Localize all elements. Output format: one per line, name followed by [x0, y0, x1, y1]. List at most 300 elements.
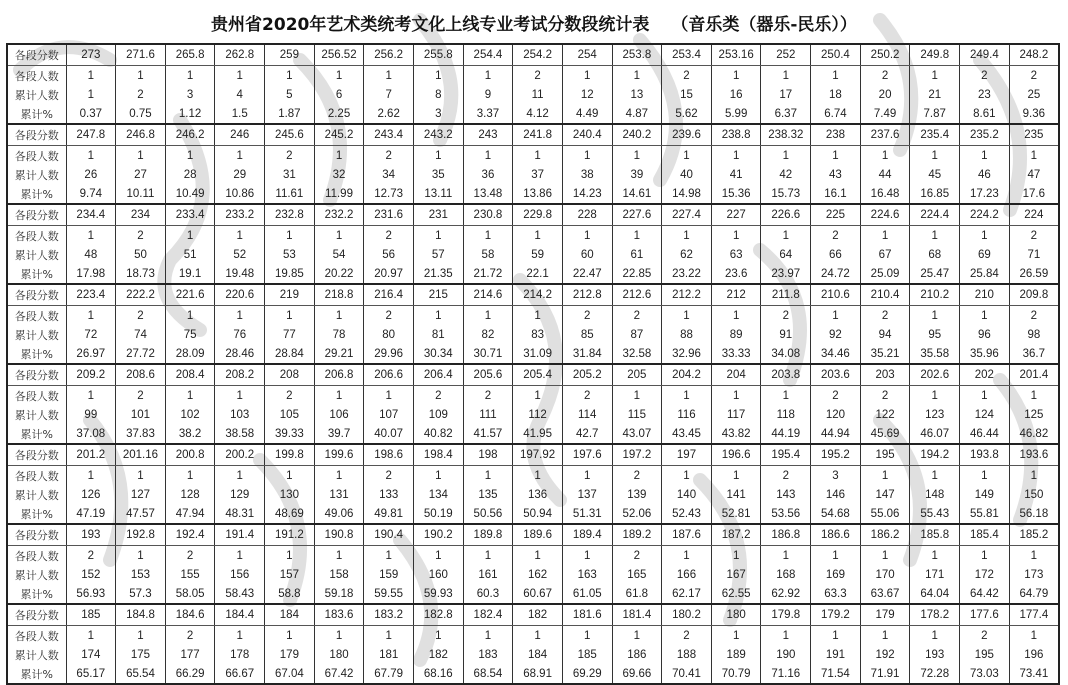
table-cell: 1 — [761, 226, 811, 246]
table-cell: 1 — [265, 66, 315, 86]
table-cell: 181 — [364, 645, 414, 664]
page-title — [0, 10, 1068, 35]
table-cell: 246.2 — [165, 124, 215, 146]
table-cell: 1 — [165, 386, 215, 406]
row-label: 累计% — [7, 424, 66, 444]
table-cell: 2 — [1009, 66, 1059, 86]
table-cell: 46 — [960, 165, 1010, 184]
table-cell: 187.2 — [711, 524, 761, 546]
percent-row — [7, 184, 1059, 204]
row-label: 累计人数 — [7, 245, 66, 264]
table-cell: 40.82 — [413, 424, 463, 444]
table-cell: 1 — [165, 306, 215, 326]
table-cell: 39 — [612, 165, 662, 184]
table-cell: 77 — [265, 325, 315, 344]
table-cell: 58.8 — [265, 584, 315, 604]
table-cell: 1 — [562, 146, 612, 166]
table-cell: 4 — [215, 85, 265, 104]
table-cell: 9 — [463, 85, 513, 104]
table-cell: 1 — [265, 226, 315, 246]
table-cell: 190.2 — [413, 524, 463, 546]
table-cell: 34.46 — [811, 344, 861, 364]
table-cell: 122 — [860, 405, 910, 424]
table-cell: 137 — [562, 485, 612, 504]
table-cell: 227 — [711, 204, 761, 226]
percent-row — [7, 504, 1059, 524]
table-cell: 1 — [811, 626, 861, 646]
table-cell: 2 — [562, 306, 612, 326]
table-cell: 2 — [761, 466, 811, 486]
table-cell: 12 — [562, 85, 612, 104]
table-cell: 29.96 — [364, 344, 414, 364]
table-cell: 28.09 — [165, 344, 215, 364]
table-cell: 219 — [265, 284, 315, 306]
table-cell: 68.54 — [463, 664, 513, 684]
table-cell: 130 — [265, 485, 315, 504]
table-cell: 51.31 — [562, 504, 612, 524]
table-cell: 1 — [513, 306, 563, 326]
table-cell: 1 — [612, 626, 662, 646]
table-cell: 171 — [910, 565, 960, 584]
table-cell: 1 — [513, 226, 563, 246]
table-cell: 212 — [711, 284, 761, 306]
table-cell: 231 — [413, 204, 463, 226]
score-row — [7, 44, 1059, 66]
table-cell: 3 — [165, 85, 215, 104]
table-cell: 52.06 — [612, 504, 662, 524]
title-category: （音乐类（器乐-民乐）） — [671, 15, 857, 35]
table-cell: 1 — [215, 386, 265, 406]
table-cell: 20 — [860, 85, 910, 104]
table-cell: 198 — [463, 444, 513, 466]
table-cell: 153 — [116, 565, 166, 584]
table-cell: 1 — [761, 146, 811, 166]
table-cell: 44 — [860, 165, 910, 184]
table-cell: 2 — [364, 466, 414, 486]
table-cell: 1 — [860, 466, 910, 486]
row-label: 各段人数 — [7, 546, 66, 566]
table-cell: 14.98 — [662, 184, 712, 204]
table-cell: 1 — [314, 466, 364, 486]
table-cell: 59.55 — [364, 584, 414, 604]
table-cell: 1 — [265, 626, 315, 646]
table-cell: 25.47 — [910, 264, 960, 284]
table-cell: 50.56 — [463, 504, 513, 524]
table-cell: 227.6 — [612, 204, 662, 226]
table-cell: 22.1 — [513, 264, 563, 284]
table-cell: 186.6 — [811, 524, 861, 546]
table-cell: 1 — [66, 85, 116, 104]
table-cell: 1 — [463, 306, 513, 326]
table-cell: 1 — [116, 546, 166, 566]
table-cell: 1 — [463, 626, 513, 646]
table-cell: 20.22 — [314, 264, 364, 284]
row-label: 累计% — [7, 104, 66, 124]
table-cell: 31.09 — [513, 344, 563, 364]
table-cell: 1 — [860, 226, 910, 246]
table-cell: 64.42 — [960, 584, 1010, 604]
table-cell: 193.6 — [1009, 444, 1059, 466]
table-cell: 13.86 — [513, 184, 563, 204]
table-cell: 13.48 — [463, 184, 513, 204]
table-cell: 2 — [513, 66, 563, 86]
table-cell: 1 — [314, 546, 364, 566]
table-cell: 59.93 — [413, 584, 463, 604]
table-cell: 8 — [413, 85, 463, 104]
table-cell: 18.73 — [116, 264, 166, 284]
table-cell: 1 — [314, 226, 364, 246]
row-label: 累计人数 — [7, 565, 66, 584]
table-cell: 1 — [265, 546, 315, 566]
table-cell: 1 — [910, 546, 960, 566]
table-cell: 46.44 — [960, 424, 1010, 444]
table-cell: 3 — [811, 466, 861, 486]
table-cell: 1 — [1009, 466, 1059, 486]
table-cell: 1 — [413, 546, 463, 566]
table-cell: 109 — [413, 405, 463, 424]
count-row — [7, 146, 1059, 166]
table-cell: 271.6 — [116, 44, 166, 66]
table-cell: 2 — [165, 546, 215, 566]
table-cell: 85 — [562, 325, 612, 344]
table-cell: 225 — [811, 204, 861, 226]
table-cell: 149 — [960, 485, 1010, 504]
table-cell: 13 — [612, 85, 662, 104]
table-cell: 1 — [1009, 546, 1059, 566]
table-cell: 1 — [910, 66, 960, 86]
table-cell: 5 — [265, 85, 315, 104]
table-cell: 1 — [910, 386, 960, 406]
table-cell: 55.06 — [860, 504, 910, 524]
table-cell: 195.2 — [811, 444, 861, 466]
table-cell: 140 — [662, 485, 712, 504]
row-label: 累计% — [7, 184, 66, 204]
table-cell: 31 — [265, 165, 315, 184]
table-cell: 23.97 — [761, 264, 811, 284]
table-cell: 1 — [711, 386, 761, 406]
table-cell: 247.8 — [66, 124, 116, 146]
count-row — [7, 66, 1059, 86]
table-cell: 66.67 — [215, 664, 265, 684]
table-cell: 54.68 — [811, 504, 861, 524]
table-cell: 195 — [860, 444, 910, 466]
table-cell: 2 — [761, 306, 811, 326]
table-cell: 44.19 — [761, 424, 811, 444]
table-cell: 28.84 — [265, 344, 315, 364]
table-cell: 204.2 — [662, 364, 712, 386]
table-cell: 49.81 — [364, 504, 414, 524]
table-cell: 129 — [215, 485, 265, 504]
table-cell: 1 — [761, 546, 811, 566]
table-cell: 184.6 — [165, 604, 215, 626]
table-cell: 179.8 — [761, 604, 811, 626]
table-cell: 22.85 — [612, 264, 662, 284]
table-cell: 1 — [960, 146, 1010, 166]
table-cell: 21.35 — [413, 264, 463, 284]
table-cell: 26.97 — [66, 344, 116, 364]
table-cell: 43 — [811, 165, 861, 184]
table-cell: 182 — [513, 604, 563, 626]
table-cell: 179 — [860, 604, 910, 626]
table-cell: 2 — [116, 306, 166, 326]
row-label: 各段人数 — [7, 306, 66, 326]
table-cell: 198.4 — [413, 444, 463, 466]
table-cell: 189.4 — [562, 524, 612, 546]
table-cell: 55.81 — [960, 504, 1010, 524]
table-cell: 61.8 — [612, 584, 662, 604]
table-cell: 177.6 — [960, 604, 1010, 626]
table-cell: 1 — [910, 146, 960, 166]
table-cell: 194.2 — [910, 444, 960, 466]
table-cell: 42 — [761, 165, 811, 184]
table-cell: 206.8 — [314, 364, 364, 386]
table-cell: 203 — [860, 364, 910, 386]
table-cell: 205 — [612, 364, 662, 386]
table-cell: 75 — [165, 325, 215, 344]
cumulative-row — [7, 405, 1059, 424]
table-cell: 208.4 — [165, 364, 215, 386]
table-cell: 249.8 — [910, 44, 960, 66]
table-cell: 2 — [612, 546, 662, 566]
table-cell: 106 — [314, 405, 364, 424]
percent-row — [7, 584, 1059, 604]
table-cell: 1 — [215, 146, 265, 166]
table-cell: 18 — [811, 85, 861, 104]
table-cell: 160 — [413, 565, 463, 584]
table-cell: 71.16 — [761, 664, 811, 684]
table-cell: 41 — [711, 165, 761, 184]
table-cell: 71.54 — [811, 664, 861, 684]
table-cell: 1 — [711, 546, 761, 566]
table-cell: 186.8 — [761, 524, 811, 546]
table-cell: 64 — [761, 245, 811, 264]
table-cell: 2 — [265, 146, 315, 166]
table-cell: 34 — [364, 165, 414, 184]
table-cell: 0.37 — [66, 104, 116, 124]
table-cell: 245.2 — [314, 124, 364, 146]
table-cell: 2 — [66, 546, 116, 566]
table-cell: 71 — [1009, 245, 1059, 264]
table-cell: 33.33 — [711, 344, 761, 364]
table-cell: 186 — [612, 645, 662, 664]
table-cell: 1 — [662, 546, 712, 566]
table-cell: 177 — [165, 645, 215, 664]
table-cell: 1 — [463, 226, 513, 246]
table-cell: 1 — [116, 466, 166, 486]
table-cell: 1 — [960, 386, 1010, 406]
table-cell: 1.87 — [265, 104, 315, 124]
table-cell: 155 — [165, 565, 215, 584]
table-cell: 199.8 — [265, 444, 315, 466]
table-cell: 39.7 — [314, 424, 364, 444]
table-cell: 6.74 — [811, 104, 861, 124]
table-cell: 2 — [612, 466, 662, 486]
table-cell: 192 — [860, 645, 910, 664]
table-cell: 47.94 — [165, 504, 215, 524]
table-cell: 1 — [562, 626, 612, 646]
table-cell: 32 — [314, 165, 364, 184]
table-cell: 211.8 — [761, 284, 811, 306]
table-cell: 16.1 — [811, 184, 861, 204]
table-cell: 72 — [66, 325, 116, 344]
table-cell: 78 — [314, 325, 364, 344]
cumulative-row — [7, 245, 1059, 264]
score-distribution-table — [6, 43, 1060, 685]
table-cell: 204 — [711, 364, 761, 386]
table-cell: 254 — [562, 44, 612, 66]
table-cell: 197.2 — [612, 444, 662, 466]
table-cell: 189.8 — [463, 524, 513, 546]
table-cell: 2 — [116, 386, 166, 406]
table-cell: 1 — [314, 386, 364, 406]
table-cell: 1 — [960, 306, 1010, 326]
table-cell: 1 — [66, 466, 116, 486]
row-label: 累计人数 — [7, 85, 66, 104]
table-cell: 34.08 — [761, 344, 811, 364]
table-cell: 14.61 — [612, 184, 662, 204]
table-cell: 233.2 — [215, 204, 265, 226]
table-cell: 181.6 — [562, 604, 612, 626]
table-cell: 192.8 — [116, 524, 166, 546]
table-cell: 11.99 — [314, 184, 364, 204]
table-cell: 1 — [413, 226, 463, 246]
table-cell: 1 — [711, 626, 761, 646]
table-cell: 62.17 — [662, 584, 712, 604]
table-cell: 212.8 — [562, 284, 612, 306]
table-cell: 180 — [314, 645, 364, 664]
table-cell: 57 — [413, 245, 463, 264]
table-cell: 48 — [66, 245, 116, 264]
count-row — [7, 466, 1059, 486]
table-cell: 2 — [463, 386, 513, 406]
table-cell: 210.4 — [860, 284, 910, 306]
percent-row — [7, 104, 1059, 124]
table-cell: 23 — [960, 85, 1010, 104]
table-cell: 195 — [960, 645, 1010, 664]
table-cell: 91 — [761, 325, 811, 344]
table-cell: 9.36 — [1009, 104, 1059, 124]
table-cell: 135 — [463, 485, 513, 504]
table-cell: 112 — [513, 405, 563, 424]
table-cell: 20.97 — [364, 264, 414, 284]
table-cell: 1 — [215, 66, 265, 86]
table-cell: 35 — [413, 165, 463, 184]
table-cell: 250.2 — [860, 44, 910, 66]
table-cell: 1 — [562, 226, 612, 246]
table-cell: 2 — [364, 146, 414, 166]
table-cell: 40.07 — [364, 424, 414, 444]
table-cell: 11.61 — [265, 184, 315, 204]
table-cell: 249.4 — [960, 44, 1010, 66]
table-cell: 238 — [811, 124, 861, 146]
table-cell: 46.82 — [1009, 424, 1059, 444]
table-cell: 118 — [761, 405, 811, 424]
table-cell: 30.71 — [463, 344, 513, 364]
table-cell: 150 — [1009, 485, 1059, 504]
score-row — [7, 524, 1059, 546]
table-cell: 190.8 — [314, 524, 364, 546]
table-cell: 2 — [612, 306, 662, 326]
table-cell: 63 — [711, 245, 761, 264]
table-cell: 2 — [413, 386, 463, 406]
table-cell: 126 — [66, 485, 116, 504]
table-cell: 1 — [910, 226, 960, 246]
table-cell: 14.23 — [562, 184, 612, 204]
table-cell: 89 — [711, 325, 761, 344]
table-cell: 184.4 — [215, 604, 265, 626]
cumulative-row — [7, 565, 1059, 584]
table-cell: 240.4 — [562, 124, 612, 146]
table-cell: 245.6 — [265, 124, 315, 146]
table-cell: 205.2 — [562, 364, 612, 386]
table-cell: 189 — [711, 645, 761, 664]
table-cell: 193.8 — [960, 444, 1010, 466]
table-cell: 197.6 — [562, 444, 612, 466]
table-cell: 141 — [711, 485, 761, 504]
score-row — [7, 444, 1059, 466]
table-cell: 1 — [165, 466, 215, 486]
table-cell: 66 — [811, 245, 861, 264]
table-cell: 16.48 — [860, 184, 910, 204]
score-row — [7, 364, 1059, 386]
cumulative-row — [7, 485, 1059, 504]
table-cell: 38.58 — [215, 424, 265, 444]
table-cell: 1 — [116, 66, 166, 86]
table-cell: 1 — [364, 546, 414, 566]
table-cell: 1 — [66, 66, 116, 86]
table-cell: 2 — [364, 226, 414, 246]
table-cell: 24.72 — [811, 264, 861, 284]
table-cell: 88 — [662, 325, 712, 344]
table-cell: 192.4 — [165, 524, 215, 546]
table-cell: 1 — [314, 66, 364, 86]
table-cell: 2 — [860, 386, 910, 406]
table-cell: 35.96 — [960, 344, 1010, 364]
table-cell: 6 — [314, 85, 364, 104]
table-cell: 210.2 — [910, 284, 960, 306]
count-row — [7, 386, 1059, 406]
table-cell: 185.4 — [960, 524, 1010, 546]
score-row — [7, 284, 1059, 306]
table-cell: 180.2 — [662, 604, 712, 626]
table-cell: 233.4 — [165, 204, 215, 226]
table-cell: 16 — [711, 85, 761, 104]
table-cell: 206.4 — [413, 364, 463, 386]
table-cell: 185.8 — [910, 524, 960, 546]
table-cell: 16.85 — [910, 184, 960, 204]
table-cell: 198.6 — [364, 444, 414, 466]
table-cell: 1 — [960, 546, 1010, 566]
table-cell: 1 — [612, 226, 662, 246]
table-cell: 250.4 — [811, 44, 861, 66]
table-cell: 196.6 — [711, 444, 761, 466]
table-cell: 80 — [364, 325, 414, 344]
table-cell: 212.6 — [612, 284, 662, 306]
row-label: 累计% — [7, 344, 66, 364]
row-label: 各段分数 — [7, 364, 66, 386]
table-cell: 235.2 — [960, 124, 1010, 146]
table-cell: 222.2 — [116, 284, 166, 306]
table-cell: 185 — [66, 604, 116, 626]
table-cell: 218.8 — [314, 284, 364, 306]
table-cell: 227.4 — [662, 204, 712, 226]
table-cell: 184.8 — [116, 604, 166, 626]
row-label: 各段分数 — [7, 604, 66, 626]
table-cell: 58.05 — [165, 584, 215, 604]
table-cell: 1 — [463, 146, 513, 166]
table-cell: 22.47 — [562, 264, 612, 284]
table-cell: 1 — [1009, 626, 1059, 646]
